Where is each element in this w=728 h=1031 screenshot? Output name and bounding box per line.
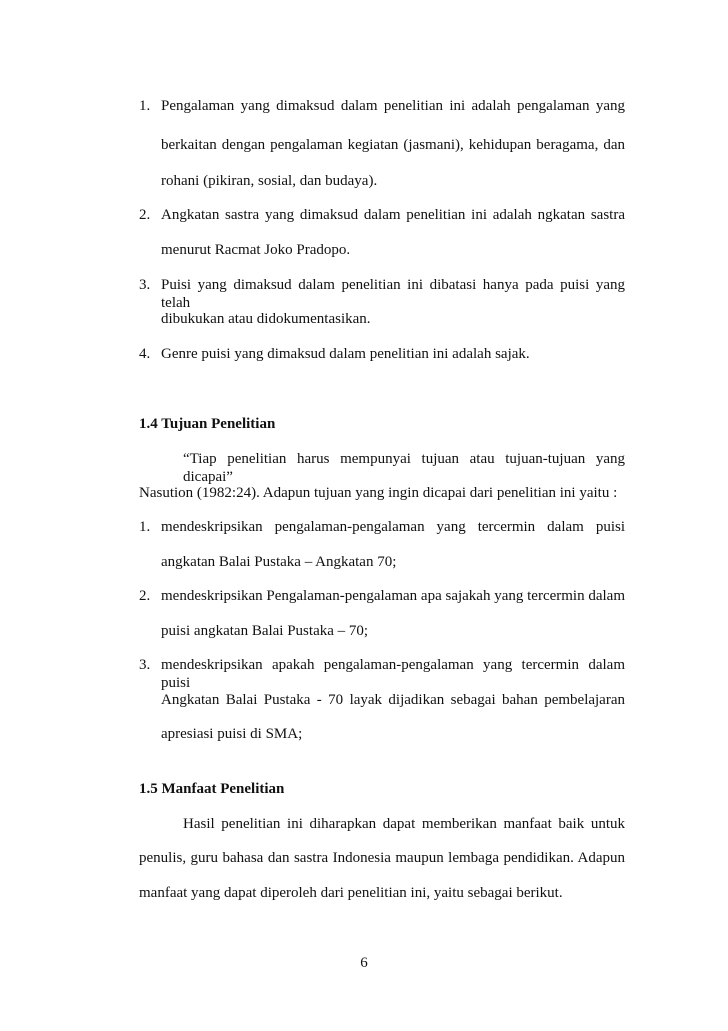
list-number: 4. xyxy=(139,346,151,362)
list-line: Puisi yang dimaksud dalam penelitian ini dibatasi hanya pada puisi yang telah xyxy=(161,277,625,311)
list-line: apresiasi puisi di SMA; xyxy=(161,726,303,742)
paragraph-line: manfaat yang dapat diperoleh dari penelitian ini, yaitu sebagai berikut. xyxy=(139,885,563,901)
section-heading: 1.4 Tujuan Penelitian xyxy=(139,416,276,432)
list-line: puisi angkatan Balai Pustaka – 70; xyxy=(161,623,369,639)
page-number: 6 xyxy=(360,955,368,971)
list-number: 3. xyxy=(139,657,151,673)
list-number: 1. xyxy=(139,519,151,535)
list-line: mendeskripsikan apakah pengalaman-pengalaman yang tercermin dalam puisi xyxy=(161,657,625,691)
list-line: menurut Racmat Joko Pradopo. xyxy=(161,242,351,258)
list-line: angkatan Balai Pustaka – Angkatan 70; xyxy=(161,554,397,570)
list-line: Genre puisi yang dimaksud dalam penelitian ini adalah sajak. xyxy=(161,346,530,362)
paragraph-line: “Tiap penelitian harus mempunyai tujuan atau tujuan-tujuan yang dicapai” xyxy=(183,451,625,485)
list-line: Angkatan sastra yang dimaksud dalam penelitian ini adalah ngkatan sastra xyxy=(161,207,625,223)
list-number: 2. xyxy=(139,207,151,223)
list-line: dibukukan atau didokumentasikan. xyxy=(161,311,371,327)
paragraph-line: penulis, guru bahasa dan sastra Indonesia maupun lembaga pendidikan. Adapun xyxy=(139,850,625,866)
list-line: mendeskripsikan Pengalaman-pengalaman apa sajakah yang tercermin dalam xyxy=(161,588,625,604)
list-line: mendeskripsikan pengalaman-pengalaman yang tercermin dalam puisi xyxy=(161,519,625,535)
list-line: berkaitan dengan pengalaman kegiatan (jasmani), kehidupan beragama, dan xyxy=(161,137,625,153)
paragraph-line: Hasil penelitian ini diharapkan dapat memberikan manfaat baik untuk xyxy=(183,816,625,832)
list-line: Angkatan Balai Pustaka - 70 layak dijadikan sebagai bahan pembelajaran xyxy=(161,692,625,708)
list-number: 3. xyxy=(139,277,151,293)
section-heading: 1.5 Manfaat Penelitian xyxy=(139,781,285,797)
list-line: rohani (pikiran, sosial, dan budaya). xyxy=(161,173,378,189)
paragraph-line: Nasution (1982:24). Adapun tujuan yang ingin dicapai dari penelitian ini yaitu : xyxy=(139,485,618,501)
list-number: 2. xyxy=(139,588,151,604)
list-number: 1. xyxy=(139,98,151,114)
list-line: Pengalaman yang dimaksud dalam penelitian ini adalah pengalaman yang xyxy=(161,98,625,114)
